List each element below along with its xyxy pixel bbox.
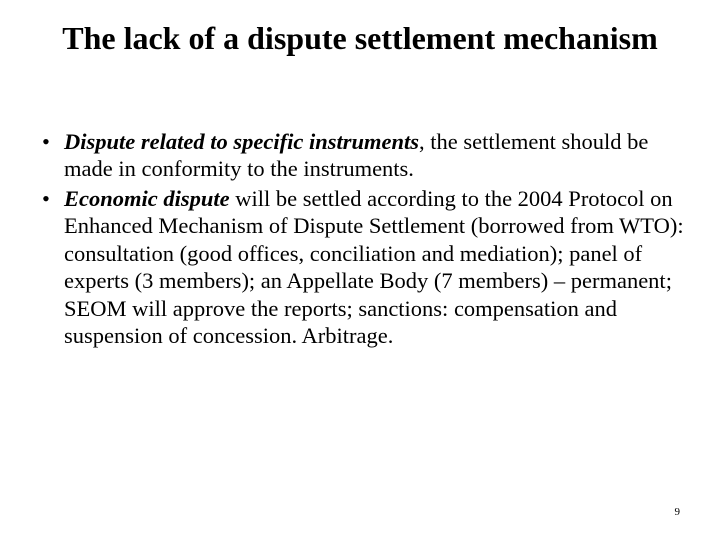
bullet-point-icon: • [42, 185, 50, 211]
slide-body [22, 128, 702, 352]
list-item-text: , the settlement should be made in conformity to the instruments. [64, 129, 649, 182]
list-item [22, 185, 702, 350]
page-number: 9 [674, 506, 680, 518]
bullet-list [22, 128, 702, 350]
bullet-point-icon: • [42, 129, 50, 154]
page-title: The lack of a dispute settlement mechanism [62, 20, 658, 56]
list-item-emphasis: Economic dispute [64, 185, 230, 211]
list-item-text: will be settled according to the 2004 Protocol on Enhanced Mechanism of Dispute Settlement (borrowed from WTO): consultation (good offices, conciliation and mediation); panel of experts (3 members); an Appellate Body (7 members) – permanent; SEOM will approve the reports; sanctions: compensation and suspension of concession. Arbitrage. [64, 185, 684, 349]
list-item [22, 128, 702, 183]
list-item-emphasis: Dispute related to specific instruments [64, 129, 420, 154]
